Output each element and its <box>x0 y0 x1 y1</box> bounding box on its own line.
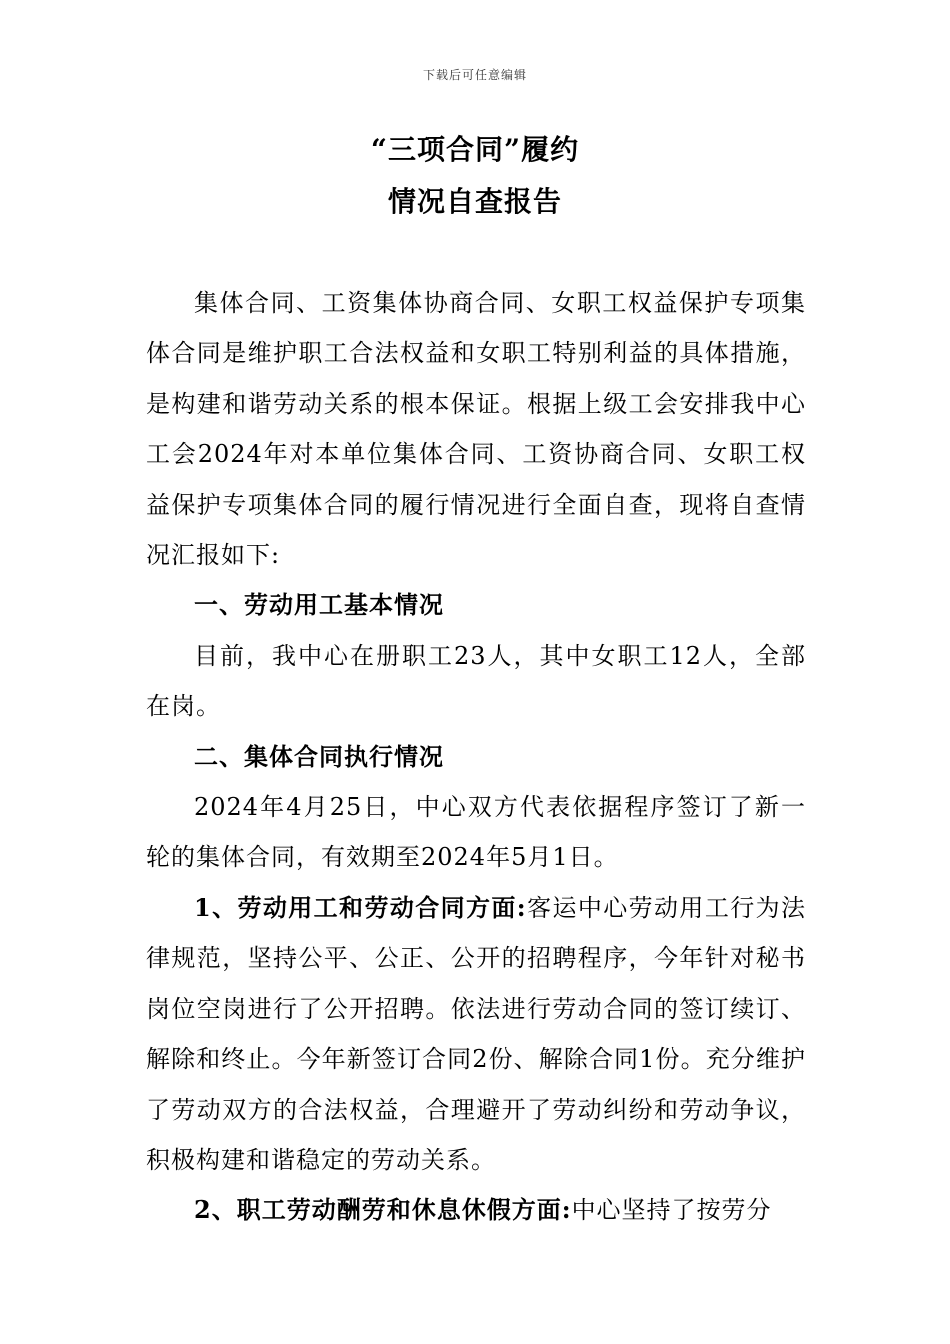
document-title-line-2: 情况自查报告 <box>387 185 562 218</box>
section-1-paragraph: 目前，我中心在册职工23人，其中女职工12人，全部在岗。 <box>146 641 806 721</box>
item-2-lead: 2、职工劳动酬劳和休息休假方面: <box>194 1195 572 1225</box>
header-note: 下载后可任意编辑 <box>422 68 527 82</box>
section-1-heading: 一、劳动用工基本情况 <box>194 590 444 620</box>
document-body <box>146 278 806 1236</box>
item-1-lead: 1、劳动用工和劳动合同方面: <box>194 892 527 922</box>
section-2-paragraph: 2024年4月25日，中心双方代表依据程序签订了新一轮的集体合同，有效期至2024年5月1日。 <box>146 793 806 872</box>
item-2-paragraph <box>146 1185 806 1235</box>
item-1-text: 客运中心劳动用工行为法律规范，坚持公平、公正、公开的招聘程序，今年针对秘书岗位空岗进行了公开招聘。依法进行劳动合同的签订续订、解除和终止。今年新签订合同2份、解除合同1份。充分维护了劳动双方的合法权益，合理避开了劳动纠纷和劳动争议，积极构建和谐稳定的劳动关系。 <box>146 893 806 1174</box>
intro-paragraph: 集体合同、工资集体协商合同、女职工权益保护专项集体合同是维护职工合法权益和女职工特别利益的具体措施，是构建和谐劳动关系的根本保证。根据上级工会安排我中心工会2024年对本单位集体合同、工资协商合同、女职工权益保护专项集体合同的履行情况进行全面自查，现将自查情况汇报如下: <box>146 289 806 570</box>
section-2-heading: 二、集体合同执行情况 <box>194 741 444 771</box>
item-1-paragraph <box>146 883 806 1185</box>
document-title-line-1: “三项合同”履约 <box>370 133 580 166</box>
item-2-text: 中心坚持了按劳分 <box>571 1196 772 1225</box>
